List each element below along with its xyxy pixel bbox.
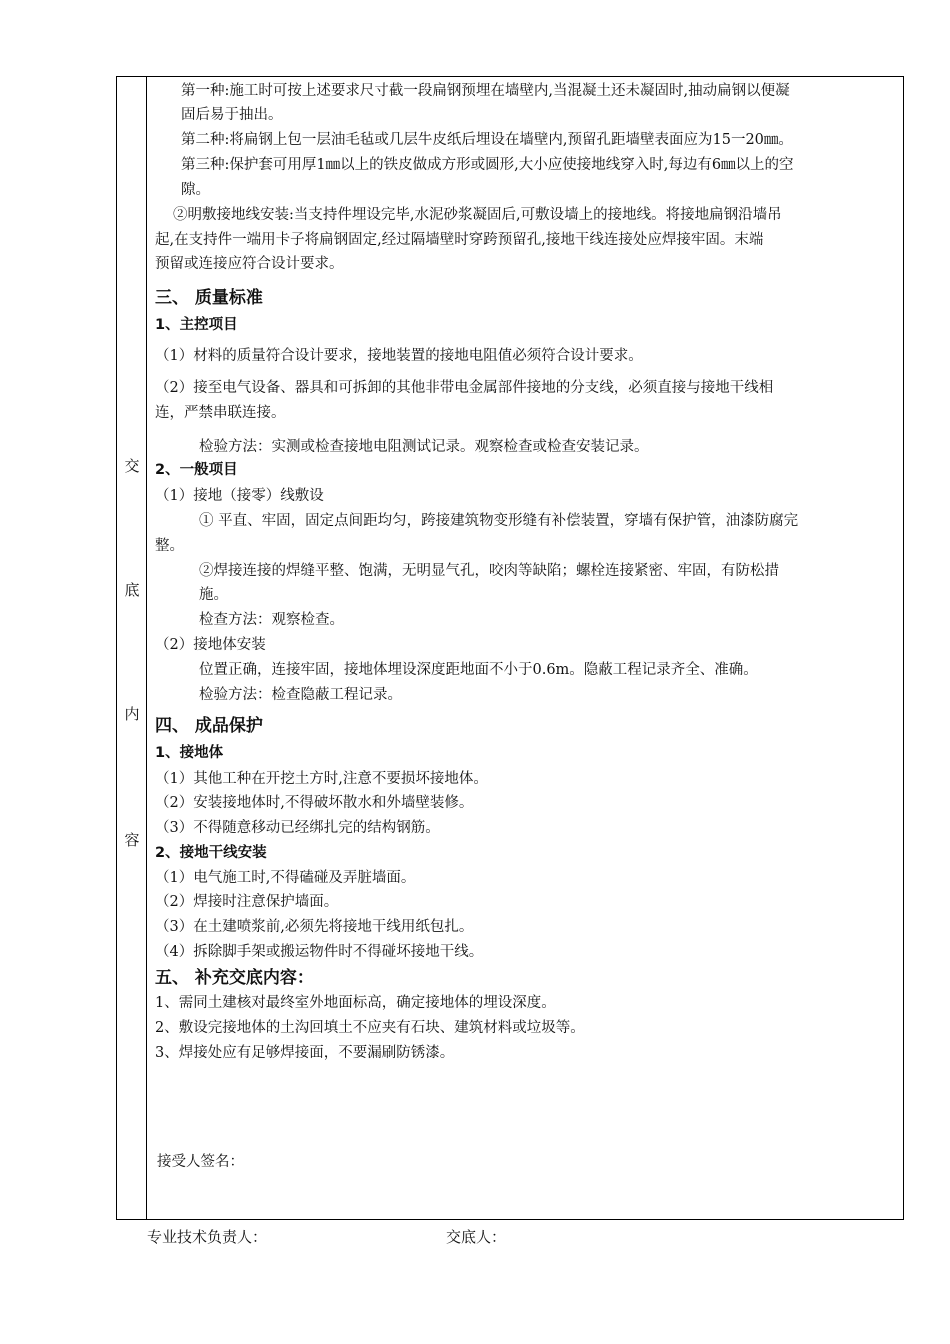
text-line: （1）电气施工时,不得磕碰及弄脏墙面。 [155,870,416,886]
text-line: （2）焊接时注意保护墙面。 [155,894,339,910]
text-line: （1）接地（接零）线敷设 [155,488,324,504]
text-line: 连，严禁串联连接。 [155,405,286,421]
text-line: 检查方法：观察检查。 [199,612,344,628]
side-label-char: 内 [124,705,140,723]
text-line: ②焊接连接的焊缝平整、饱满，无明显气孔，咬肉等缺陷；螺栓连接紧密、牢固，有防松措 [199,563,779,579]
text-line: 整。 [155,538,184,554]
text-line: 2、敷设完接地体的土沟回填土不应夹有石块、建筑材料或垃圾等。 [155,1020,585,1036]
disclosed-by-label: 交底人： [446,1228,507,1246]
text-line: 施。 [199,587,228,603]
text-line: （2）安装接地体时,不得破坏散水和外墙壁装修。 [155,795,474,811]
section-heading: 四、 成品保护 [155,716,263,736]
disclosure-table [116,76,904,1220]
text-line: ① 平直、牢固，固定点间距均匀，跨接建筑物变形缝有补偿装置，穿墙有保护管，油漆防腐完 [199,513,799,529]
text-line: （1）材料的质量符合设计要求，接地装置的接地电阻值必须符合设计要求。 [155,348,643,364]
side-label-char: 交 [124,457,140,475]
side-label-char: 底 [124,581,140,599]
text-line: 第一种:施工时可按上述要求尺寸截一段扁钢预埋在墙壁内,当混凝土还未凝固时,抽动扁钢以便凝 [181,83,790,99]
subsection-heading: 1、主控项目 [155,317,238,333]
side-label-column [117,77,147,1219]
tech-lead-label: 专业技术负责人： [147,1228,268,1246]
text-line: 检验方法：实测或检查接地电阻测试记录。观察检查或检查安装记录。 [199,439,649,455]
text-line: 固后易于抽出。 [181,107,283,123]
text-line: 3、焊接处应有足够焊接面，不要漏刷防锈漆。 [155,1045,455,1061]
text-line: （3）不得随意移动已经绑扎完的结构钢筋。 [155,820,440,836]
subsection-heading: 2、一般项目 [155,462,238,478]
text-line: （2）接地体安装 [155,637,266,653]
text-line: 1、需同土建核对最终室外地面标高，确定接地体的埋设深度。 [155,995,556,1011]
text-line: 第二种:将扁钢上包一层油毛毡或几层牛皮纸后埋设在墙壁内,预留孔距墙壁表面应为15一20㎜。 [181,132,793,148]
text-line: （2）接至电气设备、器具和可拆卸的其他非带电金属部件接地的分支线，必须直接与接地干线相 [155,380,774,396]
text-line: 隙。 [181,182,210,198]
text-line: 检验方法：检查隐蔽工程记录。 [199,687,402,703]
text-line: （3）在土建喷浆前,必须先将接地干线用纸包扎。 [155,919,474,935]
side-label-char: 容 [124,831,140,849]
text-line: 位置正确，连接牢固，接地体埋设深度距地面不小于0.6m。隐蔽工程记录齐全、准确。 [199,662,758,678]
receiver-signature-label: 接受人签名： [157,1154,244,1170]
text-line: 第三种:保护套可用厚1㎜以上的铁皮做成方形或圆形,大小应使接地线穿入时,每边有6㎜以上的空 [181,157,794,173]
text-line: （1）其他工种在开挖土方时,注意不要损坏接地体。 [155,771,488,787]
text-line: 预留或连接应符合设计要求。 [155,256,344,272]
section-heading: 五、 补充交底内容： [155,968,314,988]
section-heading: 三、 质量标准 [155,288,263,308]
subsection-heading: 2、接地干线安装 [155,845,267,861]
text-line: （4）拆除脚手架或搬运物件时不得碰坏接地干线。 [155,944,484,960]
text-line: 起,在支持件一端用卡子将扁钢固定,经过隔墙壁时穿跨预留孔,接地干线连接处应焊接牢固。末端 [155,232,764,248]
text-line: ②明敷接地线安装:当支持件埋设完毕,水泥砂浆凝固后,可敷设墙上的接地线。将接地扁钢沿墙吊 [173,207,782,223]
subsection-heading: 1、接地体 [155,745,224,761]
